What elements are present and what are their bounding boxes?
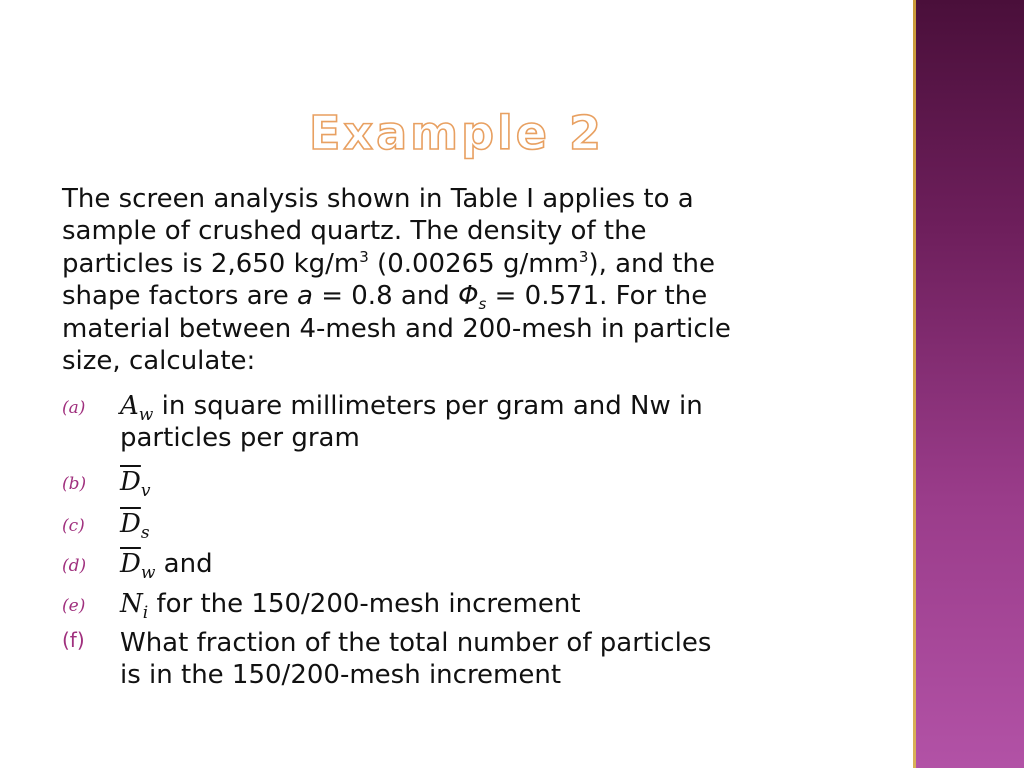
question-f-line-2: is in the 150/200-mesh increment [120,660,562,691]
question-a-body [120,390,860,455]
question-d-body [120,548,860,583]
statement-line-2: sample of crushed quartz. The density of the [62,216,647,247]
question-a-line-1 [120,390,860,425]
volume-subscript: v [140,481,151,501]
question-f-body [120,627,860,692]
mean-diameter-symbol-b: $\overline{D}$ [120,467,141,497]
density-tail-text: ), and the [588,248,715,279]
statement-line-5: material between 4-mesh and 200-mesh in particle [62,313,731,344]
list-marker-e: (e) [62,596,86,616]
question-a-text: in square millimeters per gram and Nw in [153,391,703,421]
question-f-line-1: What fraction of the total number of particles [120,628,712,658]
question-e-line-1 [120,588,860,623]
sphericity-value: = 0.571. For the [486,281,708,312]
statement-line-1: The screen analysis shown in Table I applies to a [62,184,694,214]
question-c-line-1 [120,508,860,543]
question-e-body [120,588,860,623]
decorative-side-bar [913,0,1024,768]
shape-factor-text: shape factors are [62,281,298,312]
cubic-superscript-1: 3 [359,247,369,266]
mean-diameter-symbol-c: $\overline{D}$ [120,509,141,539]
list-marker-c: (c) [62,516,85,536]
mean-diameter-symbol-d: $\overline{D}$ [120,549,141,579]
list-marker-f: (f) [62,628,85,652]
area-subscript: w [138,405,154,425]
particle-count-symbol: N [120,589,143,619]
density-text: particles is 2,650 kg/m [62,248,360,279]
weight-subscript: w [140,563,156,583]
statement-line-4 [62,280,862,312]
question-d-line-1 [120,548,860,583]
statement-line-3 [62,248,862,280]
cubic-superscript-2: 3 [578,247,589,266]
sphericity-symbol: Φ [458,281,479,312]
sphericity-subscript: s [478,295,487,314]
question-d-text: and [155,549,213,579]
shape-factor-a-symbol: a [297,281,313,312]
question-b-line-1 [120,466,860,501]
list-marker-d: (d) [62,556,87,576]
increment-subscript: i [142,603,149,623]
list-marker-b: (b) [62,474,87,494]
surface-subscript: s [140,523,150,543]
statement-line-6: size, calculate: [62,346,256,377]
question-a-line-2: particles per gram [120,423,360,454]
area-symbol: A [120,391,139,421]
slide-title: Example 2 [309,106,604,160]
problem-statement [62,183,862,377]
question-e-text: for the 150/200-mesh increment [148,589,581,619]
density-alt-text: (0.00265 g/mm [368,248,579,279]
shape-factor-a-value: = 0.8 and [312,281,459,312]
question-c-body [120,508,860,543]
list-marker-a: (a) [62,398,86,418]
question-b-body [120,466,860,501]
